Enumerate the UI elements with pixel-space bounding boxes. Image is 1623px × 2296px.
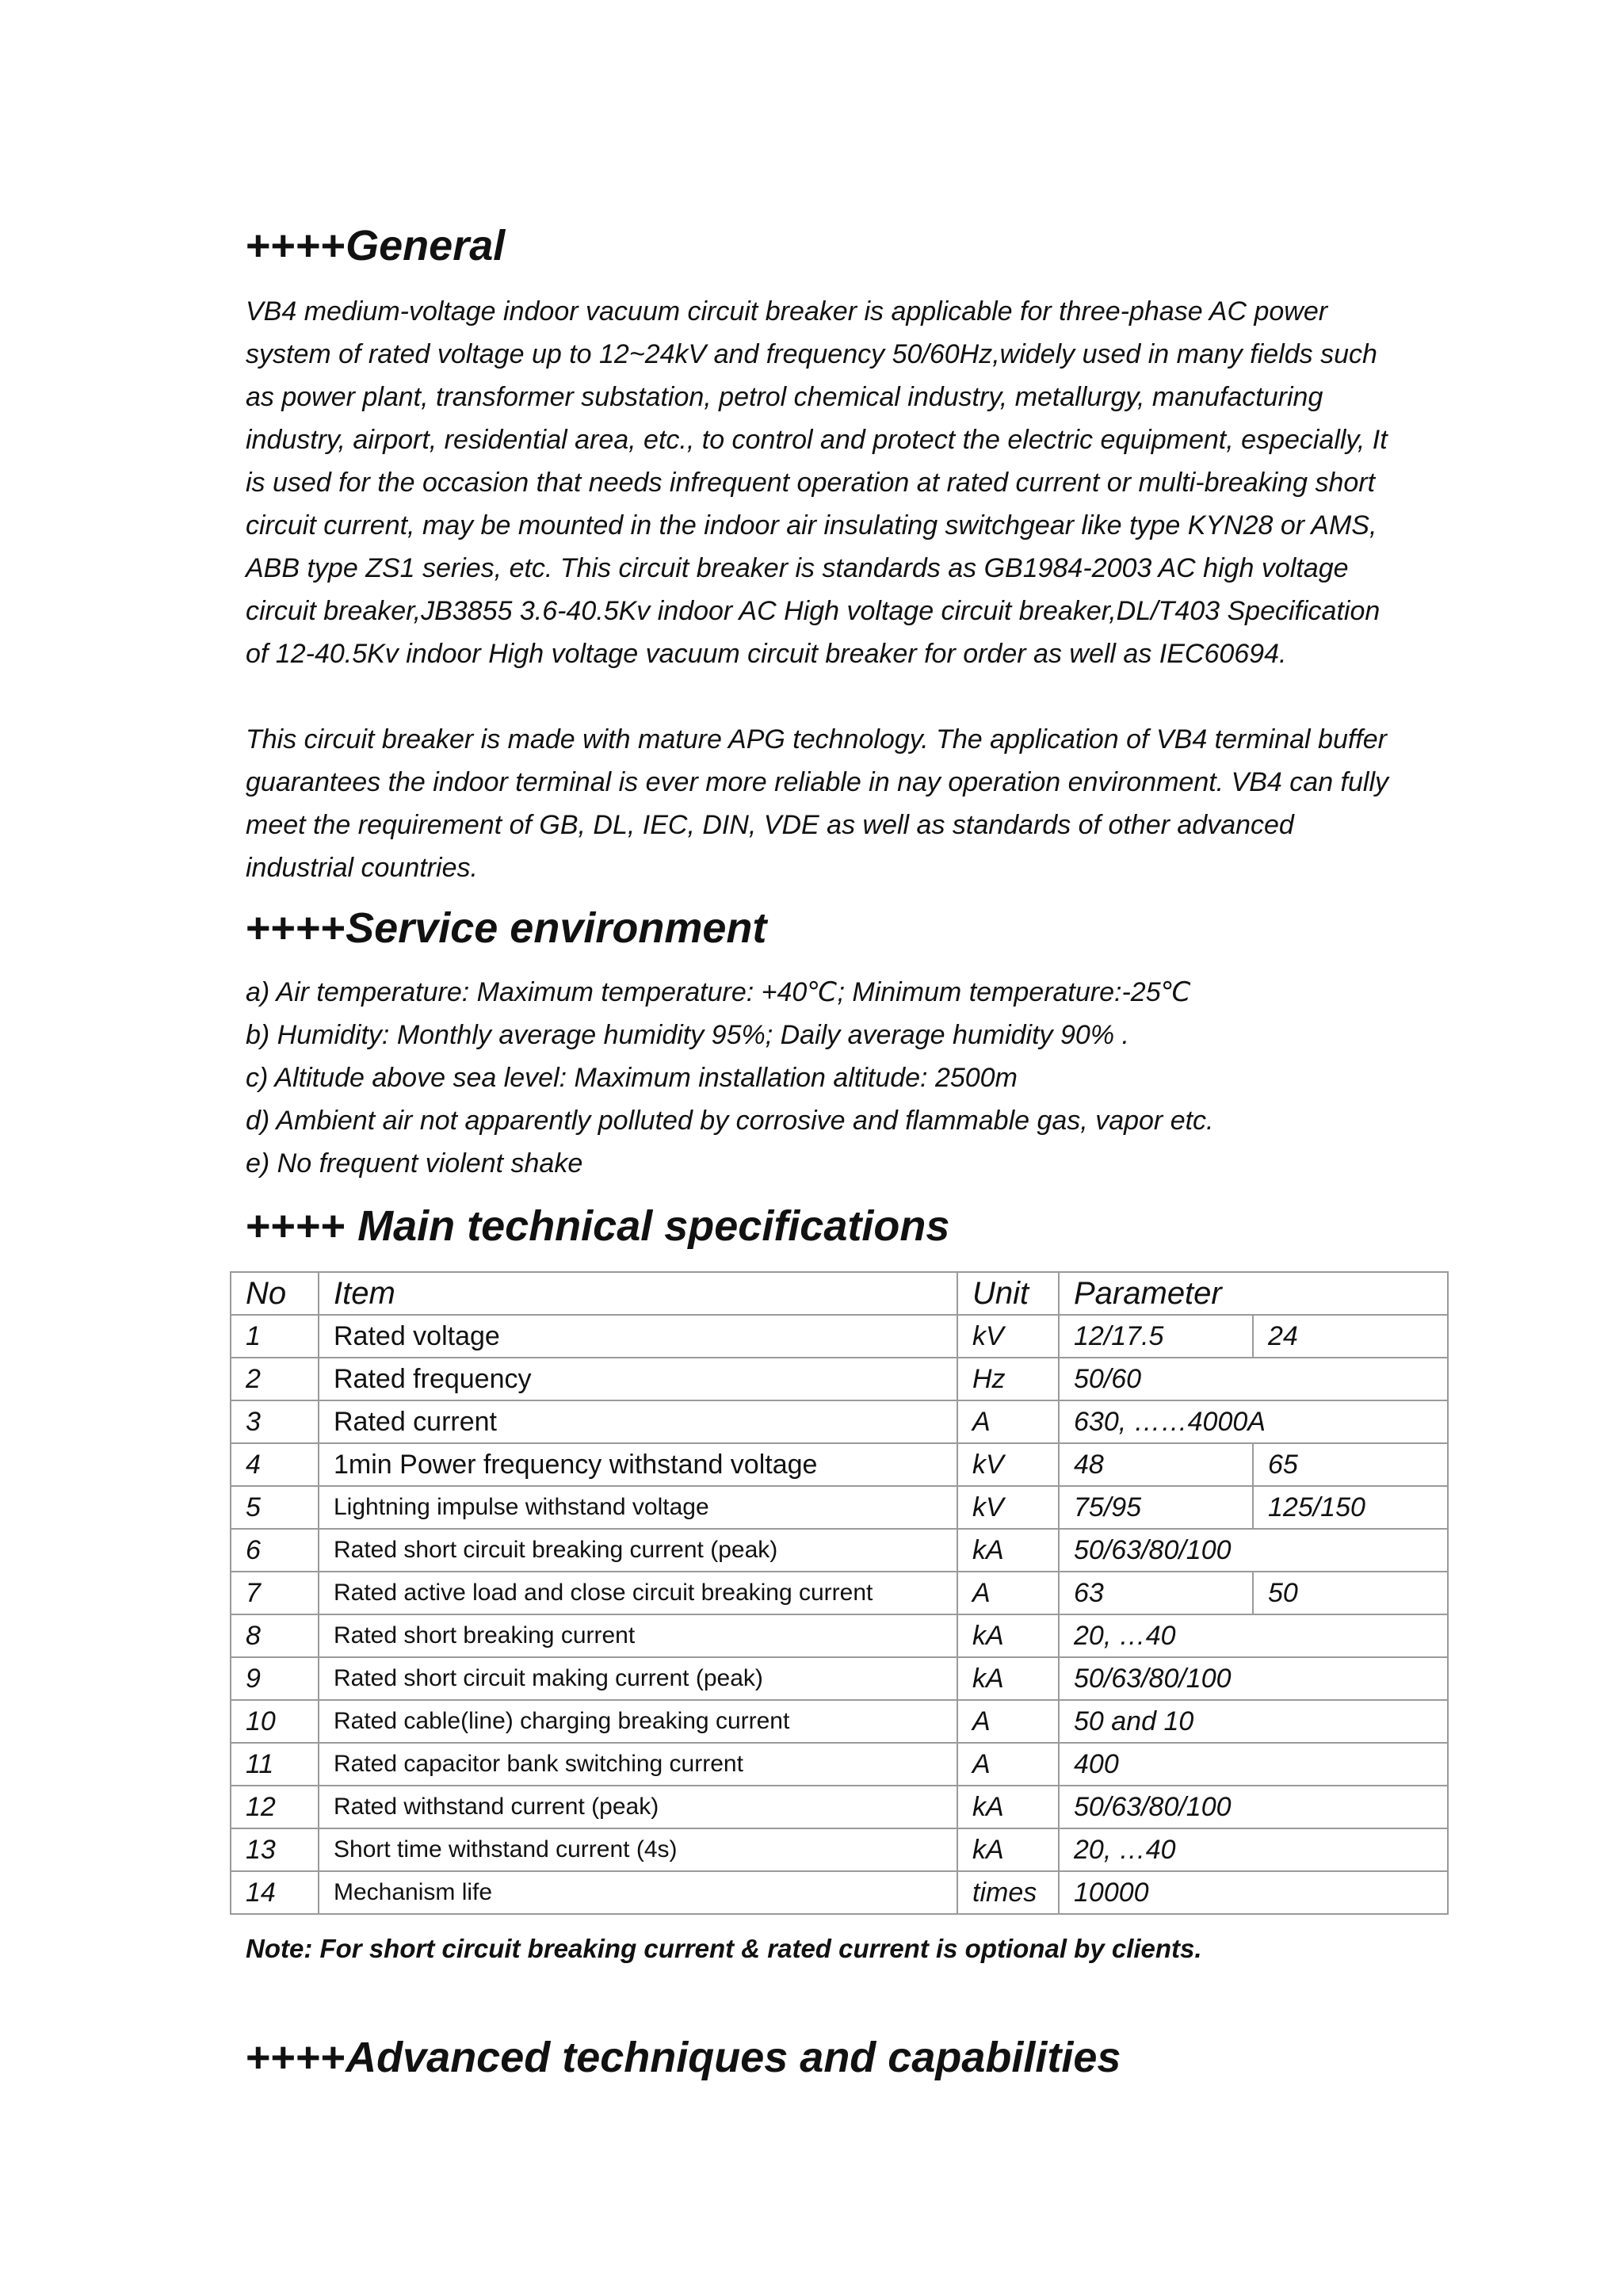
table-row bbox=[231, 1871, 1448, 1914]
column-header-item: Item bbox=[319, 1272, 957, 1315]
list-item: c) Altitude above sea level: Maximum installation altitude: 2500m bbox=[246, 1063, 1018, 1093]
row-unit: kA bbox=[957, 1786, 1059, 1828]
advanced-techniques-heading bbox=[246, 2032, 1121, 2083]
heading-prefix: ++++ bbox=[246, 2034, 346, 2081]
heading-title: Service environment bbox=[346, 904, 767, 952]
row-unit: A bbox=[957, 1743, 1059, 1786]
row-number: 10 bbox=[231, 1700, 319, 1743]
table-row bbox=[231, 1358, 1448, 1400]
row-parameter-1: 12/17.5 bbox=[1059, 1315, 1253, 1358]
row-parameter-1: 50/60 bbox=[1059, 1358, 1448, 1400]
row-unit: kV bbox=[957, 1315, 1059, 1358]
heading-prefix: ++++ bbox=[246, 1202, 346, 1250]
row-number: 12 bbox=[231, 1786, 319, 1828]
table-row bbox=[231, 1700, 1448, 1743]
specifications-table bbox=[230, 1271, 1449, 1915]
service-environment-list bbox=[246, 971, 1214, 1185]
row-parameter-1: 50/63/80/100 bbox=[1059, 1529, 1448, 1572]
row-unit: kA bbox=[957, 1828, 1059, 1871]
row-parameter-1: 63 bbox=[1059, 1572, 1253, 1614]
row-parameter-2: 24 bbox=[1253, 1315, 1448, 1358]
row-item: Rated short breaking current bbox=[319, 1614, 957, 1657]
general-paragraph-2: This circuit breaker is made with mature APG technology. The application of VB4 terminal buffer guarantees the indoor terminal is ever more reliable in nay operation environment. VB4 can fully meet the requirement of GB, DL, IEC, DIN, VDE as well as standards of other advanced industrial countries. bbox=[246, 724, 1389, 883]
row-number: 7 bbox=[231, 1572, 319, 1614]
table-row bbox=[231, 1828, 1448, 1871]
row-unit: A bbox=[957, 1700, 1059, 1743]
row-parameter-1: 48 bbox=[1059, 1443, 1253, 1486]
table-row bbox=[231, 1443, 1448, 1486]
row-unit: kA bbox=[957, 1657, 1059, 1700]
heading-prefix: ++++ bbox=[246, 904, 346, 952]
list-item: a) Air temperature: Maximum temperature: +40℃; Minimum temperature:-25℃ bbox=[246, 977, 1191, 1007]
row-unit: kV bbox=[957, 1486, 1059, 1529]
row-number: 9 bbox=[231, 1657, 319, 1700]
row-parameter-1: 50/63/80/100 bbox=[1059, 1786, 1448, 1828]
table-row bbox=[231, 1529, 1448, 1572]
row-number: 8 bbox=[231, 1614, 319, 1657]
row-number: 14 bbox=[231, 1871, 319, 1914]
row-number: 4 bbox=[231, 1443, 319, 1486]
row-unit: A bbox=[957, 1572, 1059, 1614]
table-note: Note: For short circuit breaking current & rated current is optional by clients. bbox=[246, 1934, 1202, 1963]
row-number: 11 bbox=[231, 1743, 319, 1786]
row-parameter-1: 20, …40 bbox=[1059, 1614, 1448, 1657]
row-item: Rated capacitor bank switching current bbox=[319, 1743, 957, 1786]
row-item: Rated active load and close circuit breaking current bbox=[319, 1572, 957, 1614]
table-row bbox=[231, 1315, 1448, 1358]
table-row bbox=[231, 1400, 1448, 1443]
table-row bbox=[231, 1486, 1448, 1529]
row-item: Rated short circuit breaking current (peak) bbox=[319, 1529, 957, 1572]
row-parameter-1: 50 and 10 bbox=[1059, 1700, 1448, 1743]
service-environment-heading bbox=[246, 903, 766, 953]
row-item: Mechanism life bbox=[319, 1871, 957, 1914]
row-parameter-2: 65 bbox=[1253, 1443, 1448, 1486]
table-row bbox=[231, 1743, 1448, 1786]
row-unit: A bbox=[957, 1400, 1059, 1443]
row-number: 13 bbox=[231, 1828, 319, 1871]
heading-title: Advanced techniques and capabilities bbox=[346, 2034, 1121, 2081]
row-number: 3 bbox=[231, 1400, 319, 1443]
row-item: Rated cable(line) charging breaking current bbox=[319, 1700, 957, 1743]
row-parameter-2: 50 bbox=[1253, 1572, 1448, 1614]
row-parameter-1: 20, …40 bbox=[1059, 1828, 1448, 1871]
row-number: 2 bbox=[231, 1358, 319, 1400]
list-item: b) Humidity: Monthly average humidity 95%; Daily average humidity 90% . bbox=[246, 1020, 1129, 1050]
row-item: Short time withstand current (4s) bbox=[319, 1828, 957, 1871]
row-parameter-2: 125/150 bbox=[1253, 1486, 1448, 1529]
row-item: Rated current bbox=[319, 1400, 957, 1443]
column-header-parameter: Parameter bbox=[1059, 1272, 1448, 1315]
column-header-unit: Unit bbox=[957, 1272, 1059, 1315]
specifications-heading bbox=[246, 1201, 949, 1251]
row-number: 5 bbox=[231, 1486, 319, 1529]
table-row bbox=[231, 1614, 1448, 1657]
general-paragraph-1: VB4 medium-voltage indoor vacuum circuit breaker is applicable for three-phase AC power system of rated voltage up to 12~24kV and frequency 50/60Hz,widely used in many fields such as power plant, transformer substation, petrol chemical industry, metallurgy, manufacturing industry, airport, residential area, etc., to control and protect the electric equipment, especially, It is used for the occasion that needs infrequent operation at rated current or multi-breaking short circuit current, may be mounted in the indoor air insulating switchgear like type KYN28 or AMS, ABB type ZS1 series, etc. This circuit breaker is standards as GB1984-2003 AC high voltage circuit breaker,JB3855 3.6-40.5Kv indoor AC High voltage circuit breaker,DL/T403 Specification of 12-40.5Kv indoor High voltage vacuum circuit breaker for order as well as IEC60694. bbox=[246, 296, 1388, 669]
row-item: Rated frequency bbox=[319, 1358, 957, 1400]
row-parameter-1: 75/95 bbox=[1059, 1486, 1253, 1529]
row-number: 1 bbox=[231, 1315, 319, 1358]
row-number: 6 bbox=[231, 1529, 319, 1572]
row-unit: times bbox=[957, 1871, 1059, 1914]
row-unit: kA bbox=[957, 1614, 1059, 1657]
table-header-row bbox=[231, 1272, 1448, 1315]
list-item: d) Ambient air not apparently polluted by corrosive and flammable gas, vapor etc. bbox=[246, 1106, 1214, 1136]
row-item: Rated voltage bbox=[319, 1315, 957, 1358]
list-item: e) No frequent violent shake bbox=[246, 1148, 583, 1179]
column-header-no: No bbox=[231, 1272, 319, 1315]
table-row bbox=[231, 1657, 1448, 1700]
general-heading bbox=[246, 220, 505, 271]
row-parameter-1: 400 bbox=[1059, 1743, 1448, 1786]
row-item: Lightning impulse withstand voltage bbox=[319, 1486, 957, 1529]
row-parameter-1: 630, ……4000A bbox=[1059, 1400, 1448, 1443]
heading-title: Main technical specifications bbox=[346, 1202, 950, 1250]
row-parameter-1: 50/63/80/100 bbox=[1059, 1657, 1448, 1700]
row-unit: Hz bbox=[957, 1358, 1059, 1400]
row-item: Rated short circuit making current (peak) bbox=[319, 1657, 957, 1700]
table-row bbox=[231, 1786, 1448, 1828]
heading-prefix: ++++ bbox=[246, 222, 346, 269]
row-item: 1min Power frequency withstand voltage bbox=[319, 1443, 957, 1486]
heading-title: General bbox=[346, 222, 506, 269]
row-unit: kA bbox=[957, 1529, 1059, 1572]
row-unit: kV bbox=[957, 1443, 1059, 1486]
row-parameter-1: 10000 bbox=[1059, 1871, 1448, 1914]
row-item: Rated withstand current (peak) bbox=[319, 1786, 957, 1828]
table-row bbox=[231, 1572, 1448, 1614]
